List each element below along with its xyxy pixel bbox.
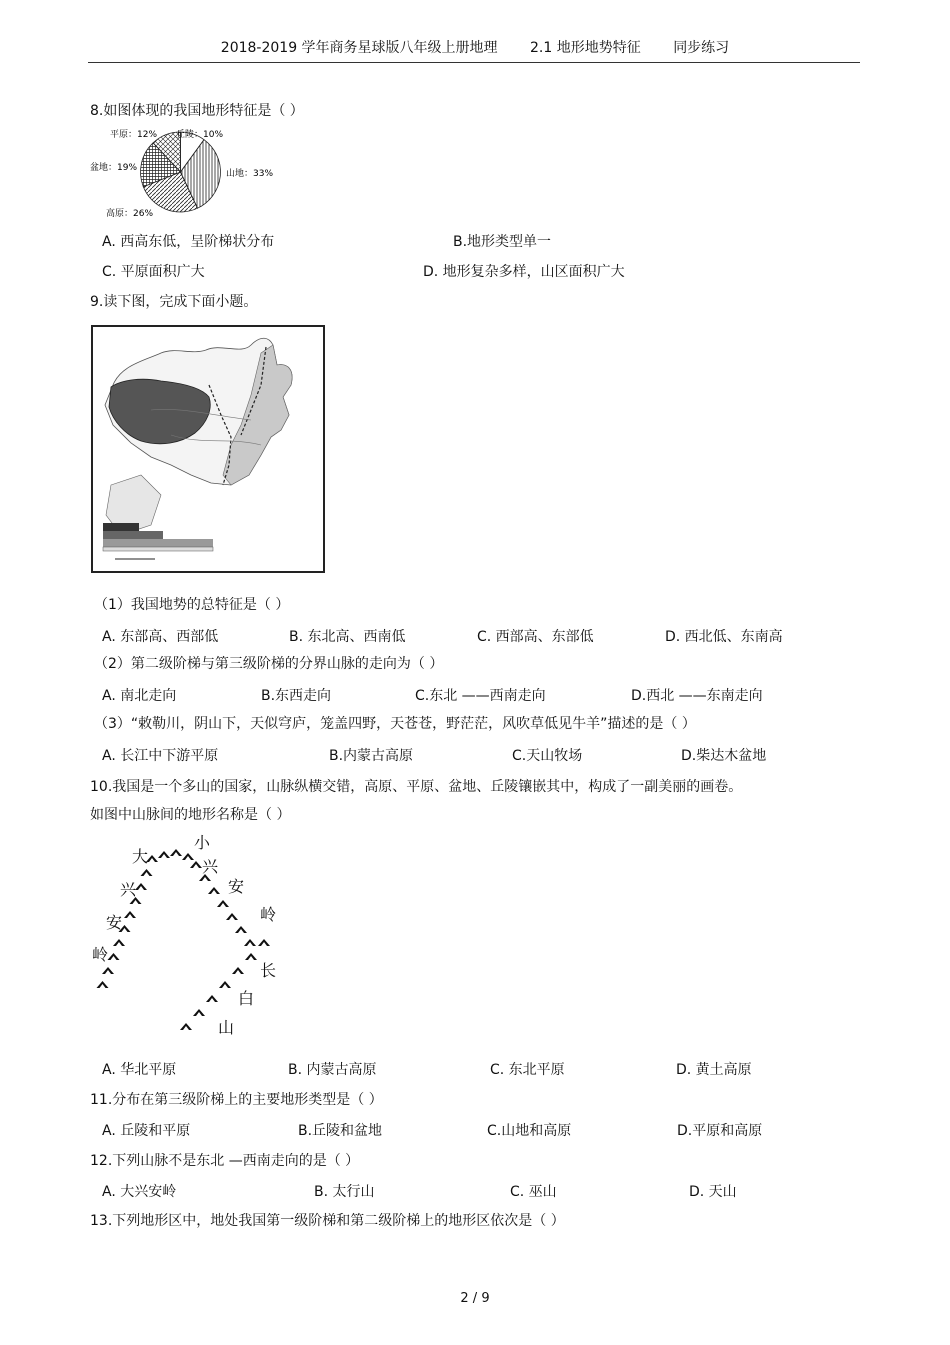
mountain-mark bbox=[124, 911, 136, 918]
map-label-left-2: 兴 bbox=[120, 880, 137, 899]
pie-label-plain: 平原：12% bbox=[110, 130, 158, 140]
mountain-mark bbox=[180, 1023, 192, 1030]
mountain-mark bbox=[141, 869, 153, 876]
pie-label-hill: 丘陵：10% bbox=[176, 130, 224, 140]
q9-2-option-c[interactable]: C.东北 ——西南走向 bbox=[415, 688, 546, 704]
q9-3-option-a[interactable]: A. 长江中下游平原 bbox=[102, 748, 219, 764]
pie-label-basin: 盆地：19% bbox=[90, 163, 138, 173]
mountain-mark bbox=[190, 861, 202, 868]
mountain-mark bbox=[208, 887, 220, 894]
pie-label-mountain: 山地：33% bbox=[226, 169, 274, 179]
q9-3-stem: （3）“敕勒川，阴山下，天似穹庐，笼盖四野，天苍苍，野茫茫，风吹草低见牛羊”描述的是（ ） bbox=[94, 716, 696, 732]
pie-slices bbox=[141, 132, 221, 212]
q9-2-stem: （2）第二级阶梯与第三级阶梯的分界山脉的走向为（ ） bbox=[94, 656, 444, 672]
q12-option-d[interactable]: D. 天山 bbox=[689, 1184, 737, 1200]
mountain-mark bbox=[97, 981, 109, 988]
map-label-left-1: 大 bbox=[132, 847, 149, 866]
china-terrain-map bbox=[91, 325, 325, 573]
q10-option-b[interactable]: B. 内蒙古高原 bbox=[288, 1062, 377, 1078]
map-label-left-4: 岭 bbox=[92, 945, 109, 964]
map-label-bottom-2: 白 bbox=[238, 989, 255, 1008]
q12-option-b[interactable]: B. 太行山 bbox=[314, 1184, 375, 1200]
mountain-mark bbox=[244, 939, 256, 946]
map-label-right-1: 小 bbox=[194, 833, 211, 852]
q9-2-option-a[interactable]: A. 南北走向 bbox=[102, 688, 177, 704]
q12-option-a[interactable]: A. 大兴安岭 bbox=[102, 1184, 177, 1200]
mountain-range-sketch bbox=[88, 830, 288, 1045]
q9-1-option-a[interactable]: A. 东部高、西部低 bbox=[102, 629, 219, 645]
q9-2-option-d[interactable]: D.西北 ——东南走向 bbox=[631, 688, 763, 704]
mountain-mark bbox=[226, 913, 238, 920]
mountain-mark bbox=[235, 926, 247, 933]
q9-1-option-b[interactable]: B. 东北高、西南低 bbox=[289, 629, 406, 645]
mountain-mark bbox=[113, 939, 125, 946]
q9-3-option-d[interactable]: D.柴达木盆地 bbox=[681, 748, 767, 764]
map-label-left-3: 安 bbox=[106, 913, 123, 932]
q11-stem: 11.分布在第三级阶梯上的主要地形类型是（ ） bbox=[90, 1092, 383, 1108]
map-label-right-4: 岭 bbox=[260, 905, 277, 924]
mountain-mark bbox=[108, 953, 120, 960]
mountain-mark bbox=[158, 851, 170, 858]
header-section: 2.1 地形地势特征 bbox=[530, 40, 641, 56]
q12-stem: 12.下列山脉不是东北 —西南走向的是（ ） bbox=[90, 1153, 360, 1169]
mountain-mark bbox=[135, 883, 147, 890]
q12-option-c[interactable]: C. 巫山 bbox=[510, 1184, 557, 1200]
pie-chart bbox=[88, 124, 288, 224]
q8-option-d[interactable]: D. 地形复杂多样，山区面积广大 bbox=[423, 264, 625, 280]
q10-option-c[interactable]: C. 东北平原 bbox=[490, 1062, 565, 1078]
q8-pie-figure bbox=[88, 124, 288, 224]
q8-stem: 8.如图体现的我国地形特征是（ ） bbox=[90, 103, 304, 119]
page-header bbox=[0, 37, 950, 57]
q9-1-stem: （1）我国地势的总特征是（ ） bbox=[94, 597, 290, 613]
mountain-mark bbox=[219, 981, 231, 988]
q8-option-b[interactable]: B.地形类型单一 bbox=[453, 234, 552, 250]
q11-option-b[interactable]: B.丘陵和盆地 bbox=[298, 1123, 383, 1139]
mountain-mark bbox=[182, 853, 194, 860]
q10-mountain-map bbox=[88, 830, 288, 1045]
map-label-bottom-1: 长 bbox=[260, 961, 277, 980]
mountain-mark bbox=[193, 1009, 205, 1016]
q8-option-a[interactable]: A. 西高东低，呈阶梯状分布 bbox=[102, 234, 275, 250]
q10-option-d[interactable]: D. 黄土高原 bbox=[676, 1062, 752, 1078]
map-label-right-2: 兴 bbox=[202, 857, 219, 876]
q10-option-a[interactable]: A. 华北平原 bbox=[102, 1062, 177, 1078]
pie-label-plateau: 高原：26% bbox=[106, 209, 154, 219]
q9-terrain-map bbox=[91, 325, 325, 573]
header-divider bbox=[88, 62, 860, 63]
mountain-mark bbox=[102, 967, 114, 974]
q11-option-a[interactable]: A. 丘陵和平原 bbox=[102, 1123, 191, 1139]
q10-stem-line1: 10.我国是一个多山的国家，山脉纵横交错，高原、平原、盆地、丘陵镶嵌其中，构成了一副美丽的画卷。 bbox=[90, 779, 743, 795]
q9-1-option-c[interactable]: C. 西部高、东部低 bbox=[477, 629, 594, 645]
q9-2-option-b[interactable]: B.东西走向 bbox=[261, 688, 332, 704]
mountain-mark bbox=[170, 849, 182, 856]
page-number: 2 / 9 bbox=[460, 1291, 490, 1306]
q8-option-c[interactable]: C. 平原面积广大 bbox=[102, 264, 205, 280]
q11-option-c[interactable]: C.山地和高原 bbox=[487, 1123, 572, 1139]
q13-stem: 13.下列地形区中，地处我国第一级阶梯和第二级阶梯上的地形区依次是（ ） bbox=[90, 1213, 565, 1229]
map-label-right-3: 安 bbox=[228, 877, 245, 896]
header-subtitle: 同步练习 bbox=[673, 40, 730, 56]
mountain-mark bbox=[217, 900, 229, 907]
q10-stem-line2: 如图中山脉间的地形名称是（ ） bbox=[90, 807, 291, 823]
q9-stem: 9.读下图，完成下面小题。 bbox=[90, 294, 258, 310]
mountain-mark bbox=[232, 967, 244, 974]
mountain-mark bbox=[206, 995, 218, 1002]
q9-1-option-d[interactable]: D. 西北低、东南高 bbox=[665, 629, 783, 645]
header-title: 2018-2019 学年商务星球版八年级上册地理 bbox=[220, 40, 498, 56]
mountain-mark bbox=[258, 939, 270, 946]
q9-3-option-c[interactable]: C.天山牧场 bbox=[512, 748, 583, 764]
q9-3-option-b[interactable]: B.内蒙古高原 bbox=[329, 748, 414, 764]
map-label-bottom-3: 山 bbox=[218, 1018, 235, 1037]
q11-option-d[interactable]: D.平原和高原 bbox=[677, 1123, 763, 1139]
mountain-mark bbox=[245, 953, 257, 960]
